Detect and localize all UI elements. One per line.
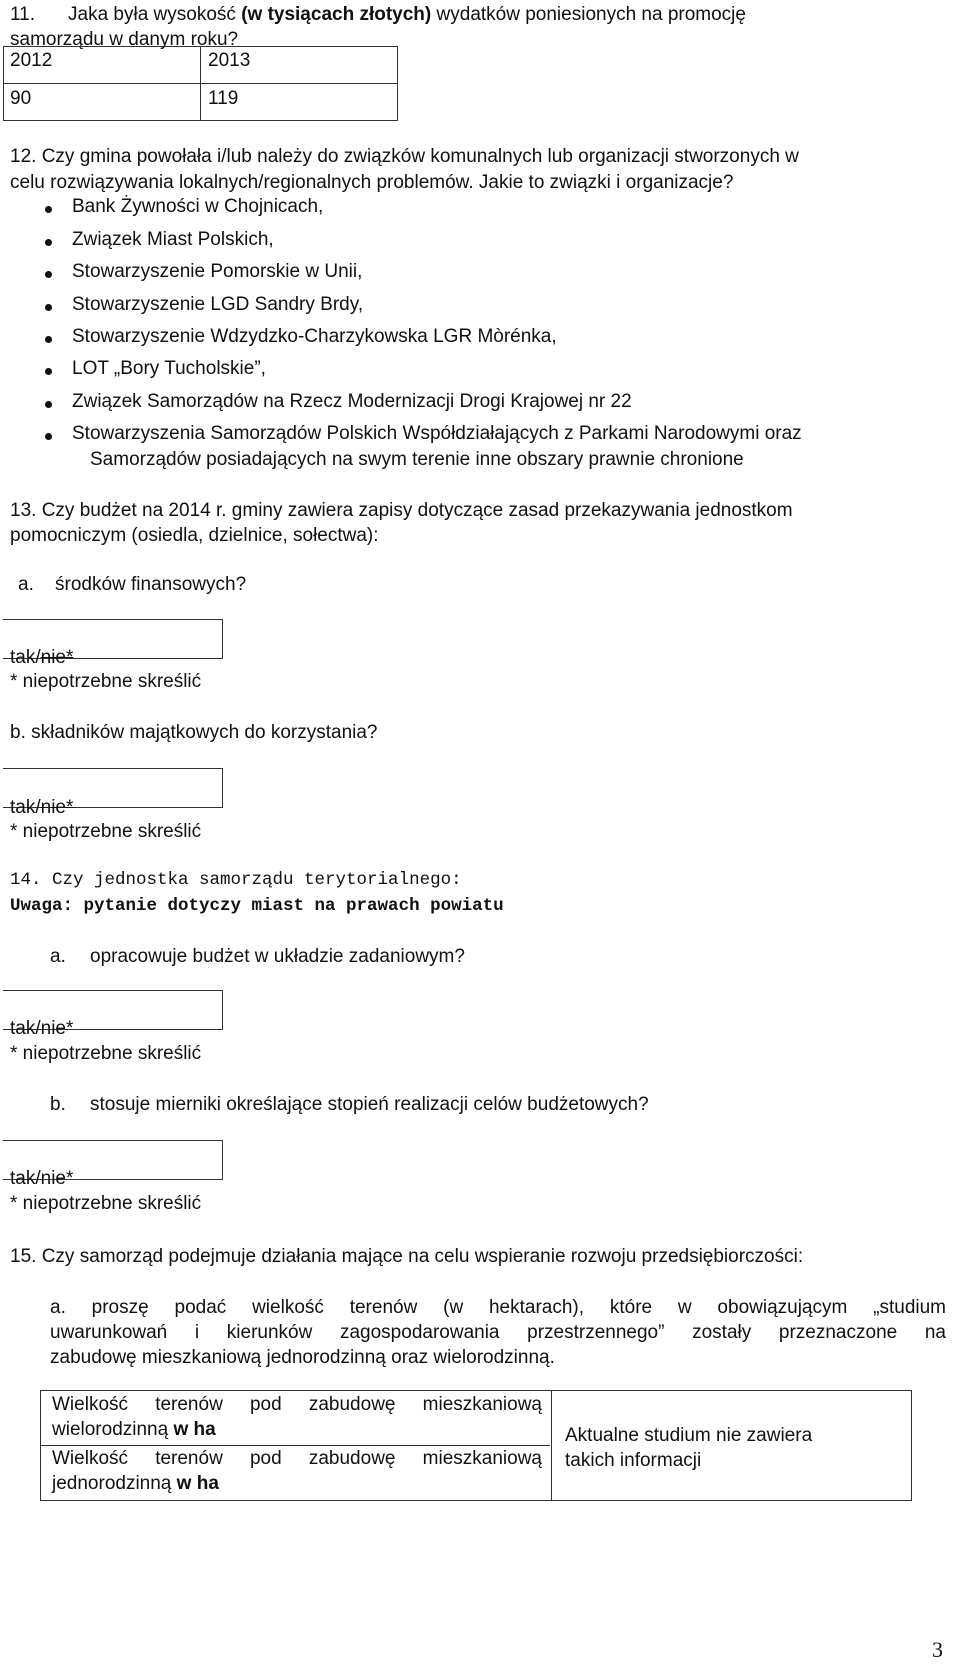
page-number: 3: [932, 1637, 943, 1662]
q14-a-label: a.: [50, 946, 66, 967]
q11-header-2013: 2013: [208, 50, 251, 71]
bullet-icon: [45, 433, 52, 440]
q15-a-line1: a. proszę podać wielkość terenów (w hektarach), które w obowiązującym „studium: [50, 1297, 946, 1318]
q13-b-answer[interactable]: [10, 797, 73, 820]
answer-tak: tak/: [10, 647, 41, 668]
q15-row1-line1: Wielkość terenów pod zabudowę mieszkaniową: [52, 1394, 542, 1415]
q12-item: Stowarzyszenia Samorządów Polskich Współdziałających z Parkami Narodowymi oraz: [72, 423, 802, 444]
q12-item: Stowarzyszenie Pomorskie w Unii,: [72, 261, 363, 282]
q13-b-text: b. składników majątkowych do korzystania?: [10, 722, 378, 743]
q15-question: 15. Czy samorząd podejmuje działania mające na celu wspieranie rozwoju przedsiębiorczości:: [10, 1246, 804, 1267]
q13-b-note: * niepotrzebne skreślić: [10, 821, 202, 842]
q11-table: [3, 46, 398, 121]
q15-row2-line2: [52, 1473, 219, 1496]
q13-question-line2: pomocniczym (osiedla, dzielnice, sołectwa):: [10, 525, 379, 546]
bullet-icon: [45, 368, 52, 375]
q14-b-label: b.: [50, 1094, 66, 1115]
q11-number: 11.: [10, 4, 36, 25]
bullet-icon: [45, 304, 52, 311]
q15-row2-unit: w ha: [176, 1473, 219, 1494]
q11-text-pre: Jaka była wysokość: [68, 4, 242, 25]
q14-b-answer[interactable]: tak/nie*: [10, 1168, 74, 1189]
q14-note: Uwaga: pytanie dotyczy miast na prawach powiatu: [10, 896, 504, 916]
q12-item: Związek Miast Polskich,: [72, 229, 274, 250]
answer-nie-struck: nie*: [40, 797, 74, 818]
q15-row2-text: jednorodzinną: [52, 1473, 177, 1494]
q11-text-bold: (w tysiącach złotych): [241, 4, 432, 25]
q11-question-line1: [68, 4, 746, 27]
q12-item: Bank Żywności w Chojnicach,: [72, 196, 324, 217]
q11-value-2012: 90: [10, 88, 32, 109]
q12-question-line1: 12. Czy gmina powołała i/lub należy do związków komunalnych lub organizacji stworzonych w: [10, 146, 799, 167]
q15-row1-unit: w ha: [173, 1419, 216, 1440]
q15-answer-line2: takich informacji: [565, 1450, 702, 1471]
q15-a-line3: zabudowę mieszkaniową jednorodzinną oraz wielorodzinną.: [50, 1347, 555, 1368]
q11-question-line2: samorządu w danym roku?: [10, 29, 239, 50]
q15-row1-text: wielorodzinną: [52, 1419, 174, 1440]
q12-item-continuation: Samorządów posiadających na swym terenie inne obszary prawnie chronione: [90, 449, 744, 470]
q14-a-text: opracowuje budżet w układzie zadaniowym?: [90, 946, 465, 967]
q13-a-label: a.: [18, 574, 34, 595]
q14-a-note: * niepotrzebne skreślić: [10, 1043, 202, 1064]
bullet-icon: [45, 401, 52, 408]
q12-question-line2: celu rozwiązywania lokalnych/regionalnych problemów. Jakie to związki i organizacje?: [10, 172, 734, 193]
answer-tak: tak/: [10, 797, 41, 818]
bullet-icon: [45, 336, 52, 343]
answer-nie-struck: nie*: [40, 647, 74, 668]
q12-item: Stowarzyszenie Wdzydzko-Charzykowska LGR Mòrénka,: [72, 326, 557, 347]
q14-question: 14. Czy jednostka samorządu terytorialnego:: [10, 870, 462, 890]
q14-b-text: stosuje mierniki określające stopień realizacji celów budżetowych?: [90, 1094, 649, 1115]
q11-text-post: wydatków poniesionych na promocję: [431, 4, 746, 25]
bullet-icon: [45, 206, 52, 213]
q13-a-text: środków finansowych?: [55, 574, 247, 595]
q12-item: LOT „Bory Tucholskie”,: [72, 358, 266, 379]
q15-a-line2: uwarunkowań i kierunków zagospodarowania przestrzennego” zostały przeznaczone na: [50, 1322, 946, 1343]
q12-item: Stowarzyszenie LGD Sandry Brdy,: [72, 294, 364, 315]
q14-b-note: * niepotrzebne skreślić: [10, 1193, 202, 1214]
q12-item: Związek Samorządów na Rzecz Modernizacji Drogi Krajowej nr 22: [72, 391, 632, 412]
q15-answer-line1: Aktualne studium nie zawiera: [565, 1425, 813, 1446]
q13-a-answer[interactable]: [10, 647, 73, 670]
q13-a-note: * niepotrzebne skreślić: [10, 671, 202, 692]
q14-a-answer[interactable]: tak/nie*: [10, 1018, 74, 1039]
q15-row1-line2: [52, 1419, 216, 1442]
q13-question-line1: 13. Czy budżet na 2014 r. gminy zawiera zapisy dotyczące zasad przekazywania jednostkom: [10, 500, 793, 521]
q15-row2-line1: Wielkość terenów pod zabudowę mieszkaniową: [52, 1448, 542, 1469]
bullet-icon: [45, 239, 52, 246]
q11-header-2012: 2012: [10, 50, 53, 71]
q11-value-2013: 119: [208, 88, 239, 109]
bullet-icon: [45, 271, 52, 278]
